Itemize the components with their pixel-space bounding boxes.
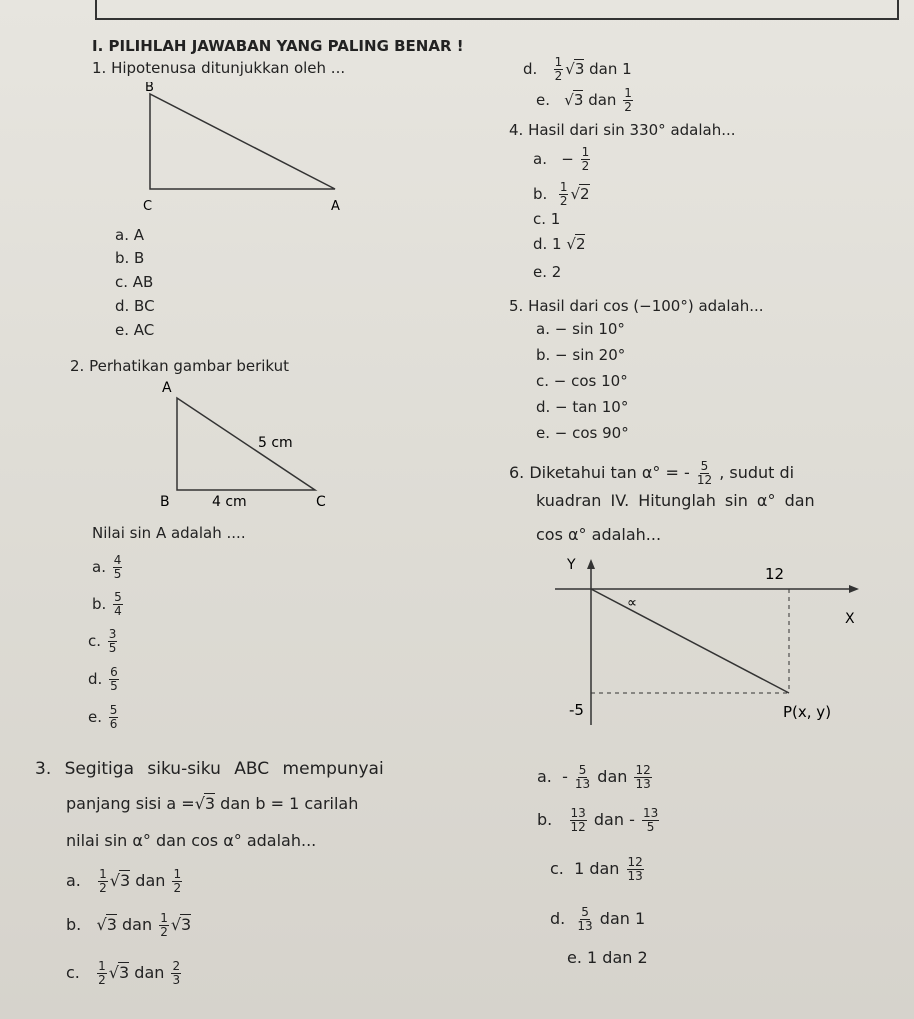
q6-angle-label: ∝	[627, 595, 638, 611]
q1-option-e-cont[interactable]: e. √3 dan $\frac{1}{2}$	[536, 86, 632, 114]
q1-option-c[interactable]: c. AB	[115, 273, 154, 291]
q2-question: 2. Perhatikan gambar berikut	[70, 357, 290, 375]
q5-option-b[interactable]: b. − sin 20°	[536, 346, 626, 364]
q2-option-b[interactable]: b. $\frac{5}{4}$	[92, 590, 122, 618]
q1-option-e[interactable]: e. AC	[115, 321, 155, 339]
q4-question: 4. Hasil dari sin 330° adalah...	[509, 121, 736, 139]
q6-option-e[interactable]: e. 1 dan 2	[567, 948, 648, 967]
q4-option-b[interactable]: b. $\frac{1}{2}$ √2	[533, 180, 590, 208]
q6-line2: kuadran IV. Hitunglah sin α° dan	[536, 491, 815, 510]
q1-vertex-a: A	[331, 199, 340, 214]
q1-triangle-figure	[140, 82, 360, 217]
q2-prompt: Nilai sin A adalah ....	[92, 524, 246, 542]
q6-option-a[interactable]: a. - $\frac{5}{13}$ dan $\frac{12}{13}$	[537, 763, 651, 791]
q6-option-b[interactable]: b. $\frac{13}{12}$ dan - $\frac{13}{5}$	[537, 806, 659, 834]
q1-option-d[interactable]: d. BC	[115, 297, 155, 315]
q5-option-d[interactable]: d. − tan 10°	[536, 398, 629, 416]
q3-option-a[interactable]: a. $\frac{1}{2}$ √3 dan $\frac{1}{2}$	[66, 867, 182, 895]
q2-vertex-c: C	[316, 494, 326, 510]
q6-line3: cos α° adalah...	[536, 525, 662, 544]
q5-option-e[interactable]: e. − cos 90°	[536, 424, 629, 442]
q6-left-value: -5	[569, 701, 584, 719]
q6-option-c[interactable]: c. 1 dan $\frac{12}{13}$	[550, 855, 643, 883]
q1-vertex-b: B	[145, 82, 154, 95]
q1-option-d-cont[interactable]: d. $\frac{1}{2}$ √3 dan 1	[523, 55, 632, 83]
q2-side-ac: 5 cm	[258, 435, 293, 451]
q4-option-c[interactable]: c. 1	[533, 210, 561, 228]
q2-triangle-figure	[150, 378, 350, 513]
q3-option-b[interactable]: b. √3 dan $\frac{1}{2}$ √3	[66, 911, 192, 939]
q5-option-a[interactable]: a. − sin 10°	[536, 320, 625, 338]
q2-side-bc: 4 cm	[212, 494, 247, 510]
q2-option-c[interactable]: c. $\frac{3}{5}$	[88, 627, 117, 655]
q4-option-e[interactable]: e. 2	[533, 263, 562, 281]
q2-option-a[interactable]: a. $\frac{4}{5}$	[92, 553, 122, 581]
q6-y-axis-label: Y	[567, 557, 576, 573]
q4-option-d[interactable]: d. 1 √2	[533, 235, 586, 253]
q4-option-a[interactable]: a. − $\frac{1}{2}$	[533, 145, 590, 173]
q2-vertex-a: A	[162, 380, 172, 396]
q2-vertex-b: B	[160, 494, 170, 510]
q3-line2: panjang sisi a =√3 dan b = 1 carilah	[66, 794, 359, 813]
top-border	[95, 0, 899, 20]
q1-vertex-c: C	[143, 199, 153, 214]
q1-question: 1. Hipotenusa ditunjukkan oleh ...	[92, 59, 346, 77]
q5-option-c[interactable]: c. − cos 10°	[536, 372, 628, 390]
section-header: I. PILIHLAH JAWABAN YANG PALING BENAR !	[92, 37, 464, 55]
q6-top-value: 12	[765, 565, 785, 583]
q3-option-c[interactable]: c. $\frac{1}{2}$ √3 dan $\frac{2}{3}$	[66, 959, 181, 987]
q6-line1: 6. Diketahui tan α° = - $\frac{5}{12}$ , sudut di	[509, 459, 795, 487]
q1-option-a[interactable]: a. A	[115, 226, 144, 244]
q6-x-axis-label: X	[845, 611, 855, 627]
q5-question: 5. Hasil dari cos (−100°) adalah...	[509, 297, 764, 315]
q2-option-e[interactable]: e. $\frac{5}{6}$	[88, 703, 118, 731]
q6-coordinate-graph	[555, 555, 865, 730]
q3-line1: 3. Segitiga siku-siku ABC mempunyai	[35, 759, 384, 779]
q1-option-b[interactable]: b. B	[115, 249, 145, 267]
q6-option-d[interactable]: d. $\frac{5}{13}$ dan 1	[550, 905, 646, 933]
q3-line3: nilai sin α° dan cos α° adalah...	[66, 831, 317, 850]
q6-point-label: P(x, y)	[783, 703, 832, 721]
q2-option-d[interactable]: d. $\frac{6}{5}$	[88, 665, 118, 693]
